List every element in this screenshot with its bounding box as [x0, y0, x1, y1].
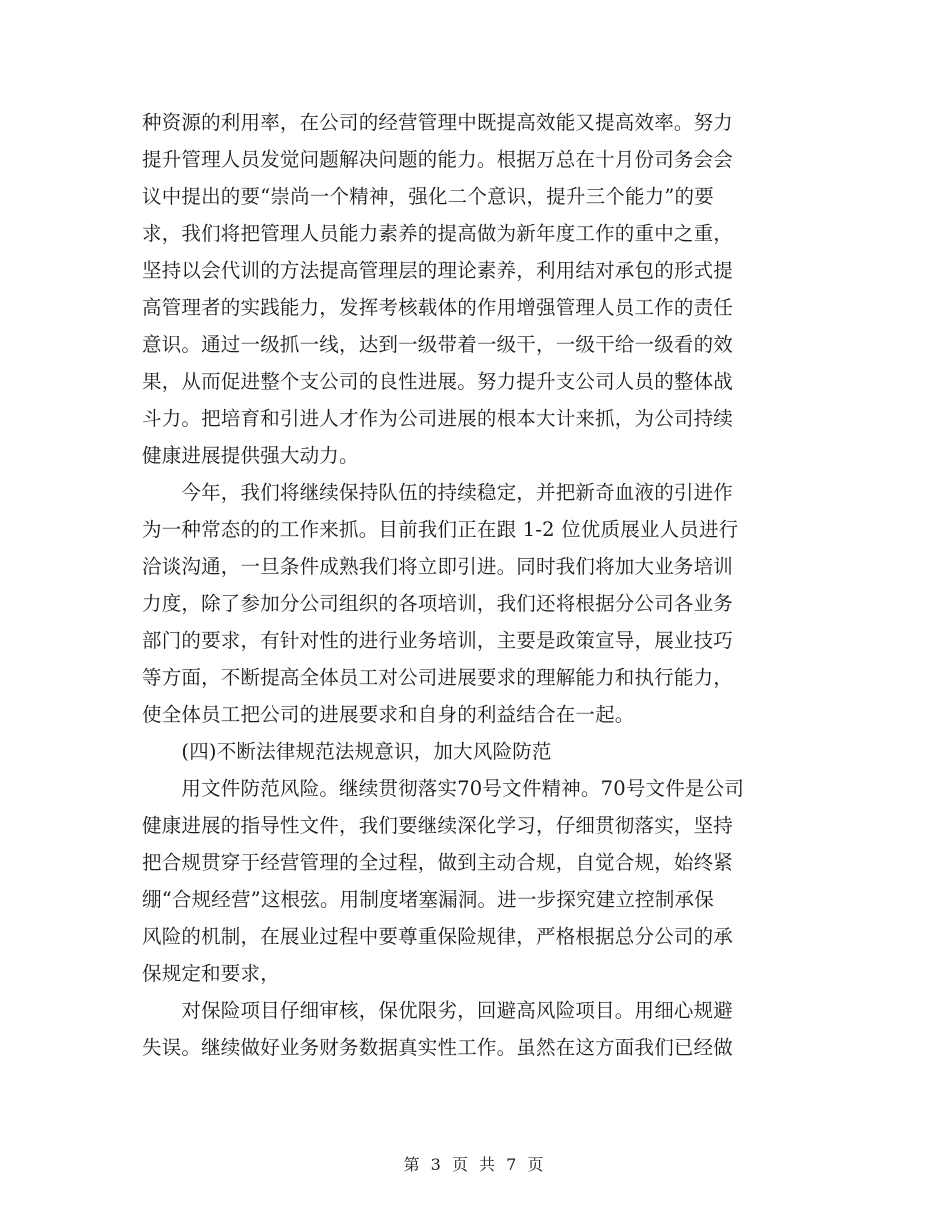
- heading-line: (四)不断法律规范法规意识，加大风险防范: [142, 740, 552, 763]
- text-line: 求，我们将把管理人员能力素养的提高做为新年度工作的重中之重，: [142, 222, 734, 245]
- page-number-footer: 第 3 页 共 7 页: [403, 1155, 547, 1174]
- paragraph-4: [142, 992, 807, 1066]
- text-line: 保规定和要求，: [142, 962, 280, 985]
- text-line: 使全体员工把公司的进展要求和自身的利益结合在一起。: [142, 703, 635, 726]
- document-body: [142, 104, 807, 1066]
- text-line: 种资源的利用率，在公司的经营管理中既提高效能又提高效率。努力: [142, 111, 734, 134]
- text-line: 意识。通过一级抓一线，达到一级带着一级干，一级干给一级看的效: [142, 333, 734, 356]
- paragraph-2: [142, 474, 807, 733]
- text-line: 对保险项目仔细审核，保优限劣，回避高风险项目。用细心规避: [142, 999, 734, 1022]
- paragraph-1: [142, 104, 807, 474]
- text-line: 议中提出的要“崇尚一个精神，强化二个意识，提升三个能力”的要: [142, 185, 714, 208]
- text-line: 提升管理人员发觉问题解决问题的能力。根据万总在十月份司务会会: [142, 148, 734, 171]
- text-line: 风险的机制，在展业过程中要尊重保险规律，严格根据总分公司的承: [142, 925, 734, 948]
- text-line: 洽谈沟通，一旦条件成熟我们将立即引进。同时我们将加大业务培训: [142, 555, 734, 578]
- text-line: 把合规贯穿于经营管理的全过程，做到主动合规，自觉合规，始终紧: [142, 851, 734, 874]
- section-heading: [142, 733, 807, 770]
- text-line: 健康进展的指导性文件，我们要继续深化学习，仔细贯彻落实，坚持: [142, 814, 734, 837]
- text-line: 果，从而促进整个支公司的良性进展。努力提升支公司人员的整体战: [142, 370, 734, 393]
- text-line: 为一种常态的的工作来抓。目前我们正在跟 1-2 位优质展业人员进行: [142, 518, 739, 541]
- text-line: 健康进展提供强大动力。: [142, 444, 359, 467]
- text-line: 失误。继续做好业务财务数据真实性工作。虽然在这方面我们已经做: [142, 1036, 734, 1059]
- paragraph-3: [142, 770, 807, 992]
- text-line: 用文件防范风险。继续贯彻落实70号文件精神。70号文件是公司: [142, 777, 745, 800]
- text-line: 斗力。把培育和引进人才作为公司进展的根本大计来抓，为公司持续: [142, 407, 734, 430]
- text-line: 高管理者的实践能力，发挥考核载体的作用增强管理人员工作的责任: [142, 296, 734, 319]
- text-line: 今年，我们将继续保持队伍的持续稳定，并把新奇血液的引进作: [142, 481, 734, 504]
- text-line: 力度，除了参加分公司组织的各项培训，我们还将根据分公司各业务: [142, 592, 734, 615]
- text-line: 坚持以会代训的方法提高管理层的理论素养，利用结对承包的形式提: [142, 259, 734, 282]
- text-line: 部门的要求，有针对性的进行业务培训，主要是政策宣导，展业技巧: [142, 629, 734, 652]
- text-line: 等方面，不断提高全体员工对公司进展要求的理解能力和执行能力，: [142, 666, 734, 689]
- text-line: 绷“合规经营”这根弦。用制度堵塞漏洞。进一步探究建立控制承保: [142, 888, 714, 911]
